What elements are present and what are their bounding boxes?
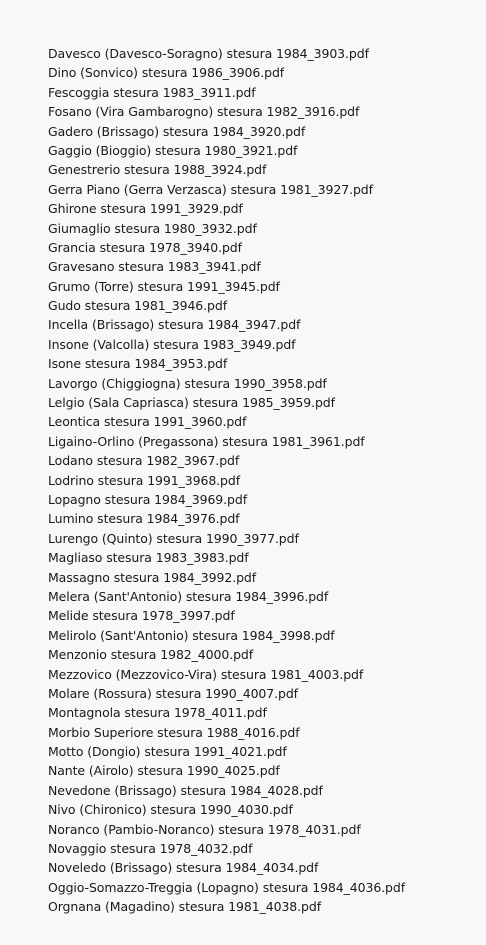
file-link[interactable]: Gravesano stesura 1983_3941.pdf <box>48 259 261 275</box>
file-link[interactable]: Melirolo (Sant'Antonio) stesura 1984_3998.pdf <box>48 627 335 643</box>
file-link[interactable]: Gadero (Brissago) stesura 1984_3920.pdf <box>48 123 306 139</box>
file-link[interactable]: Montagnola stesura 1978_4011.pdf <box>48 705 267 721</box>
file-link[interactable]: Orgnana (Magadino) stesura 1981_4038.pdf <box>48 899 322 915</box>
file-link[interactable]: Gudo stesura 1981_3946.pdf <box>48 298 227 314</box>
file-link[interactable]: Lopagno stesura 1984_3969.pdf <box>48 491 247 507</box>
file-link[interactable]: Noveledo (Brissago) stesura 1984_4034.pdf <box>48 860 319 876</box>
file-link[interactable]: Melide stesura 1978_3997.pdf <box>48 608 235 624</box>
file-link[interactable]: Novaggio stesura 1978_4032.pdf <box>48 841 253 857</box>
file-link[interactable]: Insone (Valcolla) stesura 1983_3949.pdf <box>48 336 296 352</box>
file-link[interactable]: Motto (Dongio) stesura 1991_4021.pdf <box>48 744 287 760</box>
file-link[interactable]: Mezzovico (Mezzovico-Vira) stesura 1981_4003.pdf <box>48 666 364 682</box>
file-link[interactable]: Giumaglio stesura 1980_3932.pdf <box>48 220 257 236</box>
file-link[interactable]: Morbio Superiore stesura 1988_4016.pdf <box>48 724 300 740</box>
file-link[interactable]: Grumo (Torre) stesura 1991_3945.pdf <box>48 278 280 294</box>
file-link[interactable]: Melera (Sant'Antonio) stesura 1984_3996.pdf <box>48 588 329 604</box>
file-link[interactable]: Ghirone stesura 1991_3929.pdf <box>48 201 243 217</box>
file-link[interactable]: Fescoggia stesura 1983_3911.pdf <box>48 84 256 100</box>
file-link[interactable]: Oggio-Somazzo-Treggia (Lopagno) stesura 1984_4036.pdf <box>48 879 406 895</box>
file-link[interactable]: Menzonio stesura 1982_4000.pdf <box>48 647 254 663</box>
file-link[interactable]: Fosano (Vira Gambarogno) stesura 1982_3916.pdf <box>48 104 360 120</box>
file-link[interactable]: Dino (Sonvico) stesura 1986_3906.pdf <box>48 65 285 81</box>
file-link[interactable]: Genestrerio stesura 1988_3924.pdf <box>48 162 267 178</box>
file-link[interactable]: Noranco (Pambio-Noranco) stesura 1978_4031.pdf <box>48 821 361 837</box>
file-link[interactable]: Gerra Piano (Gerra Verzasca) stesura 1981_3927.pdf <box>48 181 373 197</box>
file-link[interactable]: Leontica stesura 1991_3960.pdf <box>48 414 247 430</box>
file-list <box>48 44 405 917</box>
file-link[interactable]: Incella (Brissago) stesura 1984_3947.pdf <box>48 317 301 333</box>
file-link[interactable]: Lodrino stesura 1991_3968.pdf <box>48 472 241 488</box>
file-link[interactable]: Molare (Rossura) stesura 1990_4007.pdf <box>48 685 298 701</box>
file-link[interactable]: Davesco (Davesco-Soragno) stesura 1984_3903.pdf <box>48 46 369 61</box>
file-link[interactable]: Gaggio (Bioggio) stesura 1980_3921.pdf <box>48 142 298 158</box>
file-link[interactable]: Nivo (Chironico) stesura 1990_4030.pdf <box>48 802 293 818</box>
file-link[interactable]: Lavorgo (Chiggiogna) stesura 1990_3958.pdf <box>48 375 327 391</box>
file-link[interactable]: Lelgio (Sala Capriasca) stesura 1985_3959.pdf <box>48 395 335 411</box>
file-link[interactable]: Nante (Airolo) stesura 1990_4025.pdf <box>48 763 280 779</box>
file-link[interactable]: Magliaso stesura 1983_3983.pdf <box>48 550 249 566</box>
file-link[interactable]: Ligaino-Orlino (Pregassona) stesura 1981_3961.pdf <box>48 433 365 449</box>
file-link[interactable]: Lumino stesura 1984_3976.pdf <box>48 511 240 527</box>
file-link[interactable]: Lurengo (Quinto) stesura 1990_3977.pdf <box>48 530 299 546</box>
file-link[interactable]: Isone stesura 1984_3953.pdf <box>48 356 228 372</box>
file-link[interactable]: Grancia stesura 1978_3940.pdf <box>48 239 242 255</box>
file-link[interactable]: Lodano stesura 1982_3967.pdf <box>48 453 240 469</box>
file-link[interactable]: Massagno stesura 1984_3992.pdf <box>48 569 257 585</box>
file-link[interactable]: Nevedone (Brissago) stesura 1984_4028.pdf <box>48 782 323 798</box>
